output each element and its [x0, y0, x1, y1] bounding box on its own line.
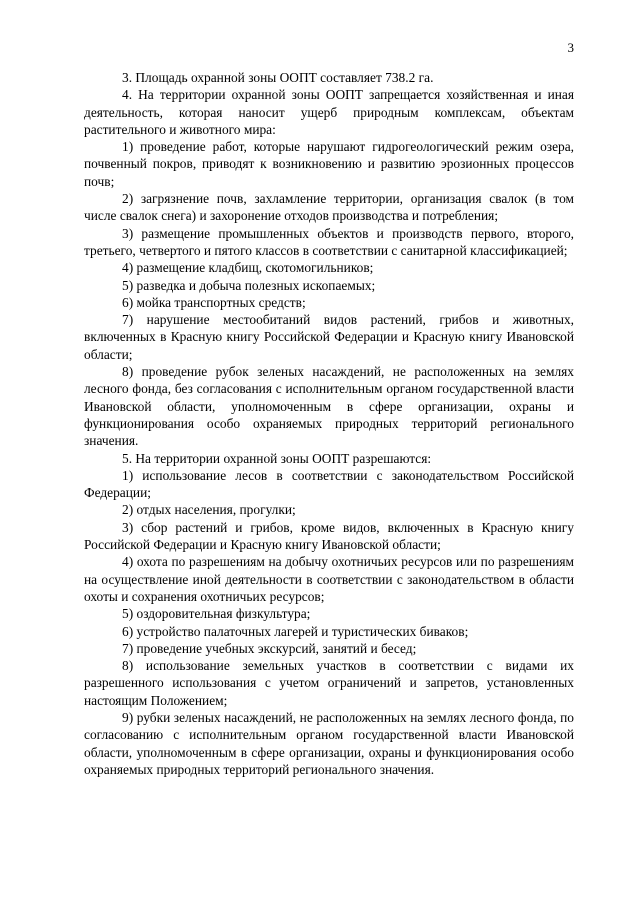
prohibition-item-6: 6) мойка транспортных средств; — [122, 294, 306, 310]
permission-item-2: 2) отдых населения, прогулки; — [122, 502, 296, 518]
permission-item-7: 7) проведение учебных экскурсий, занятий и бесед; — [122, 640, 417, 656]
permission-item-6: 6) устройство палаточных лагерей и туристических биваков; — [122, 623, 469, 639]
permission-item-8: 8) использование земельных участков в соответствии с видами их разрешенного использования с учетом ограничений и запретов, установленных настоящим Положением; — [84, 658, 574, 708]
paragraph-zone-area: 3. Площадь охранной зоны ООПТ составляет 738.2 га. — [122, 70, 434, 85]
prohibition-item-8: 8) проведение рубок зеленых насаждений, не расположенных на землях лесного фонда, без согласования с исполнительным органом государственной власти Ивановской области, уполномоченным в сфере организации, охраны и функционирования особо охраняемых природных территорий регионального значения. — [84, 364, 574, 449]
permission-item-5: 5) оздоровительная физкультура; — [122, 606, 311, 622]
permission-item-1: 1) использование лесов в соответствии с законодательством Российской Федерации; — [84, 467, 574, 501]
prohibition-item-5: 5) разведка и добыча полезных ископаемых; — [122, 277, 376, 293]
paragraph-prohibitions-heading: 4. На территории охранной зоны ООПТ запрещается хозяйственная и иная деятельность, которая наносит ущерб природным комплексам, объектам растительного и животного мира: — [84, 87, 574, 137]
paragraph-permissions-heading: 5. На территории охранной зоны ООПТ разрешаются: — [122, 450, 432, 466]
prohibition-item-7: 7) нарушение местообитаний видов растений, грибов и животных, включенных в Красную книгу Российской Федерации и Красную книгу Ивановской области; — [84, 312, 574, 362]
prohibition-item-4: 4) размещение кладбищ, скотомогильников; — [122, 260, 374, 276]
permission-item-4: 4) охота по разрешениям на добычу охотничьих ресурсов или по разрешениям на осуществление иной деятельности в соответствии с законодательством в области охоты и сохранения охотничьих ресурсов; — [84, 554, 574, 604]
prohibition-item-2: 2) загрязнение почв, захламление территории, организация свалок (в том числе свалок снега) и захоронение отходов производства и потребления; — [84, 191, 574, 224]
prohibition-item-3: 3) размещение промышленных объектов и производств первого, второго, третьего, четвертого и пятого классов в соответствии с санитарной классификацией; — [84, 225, 574, 258]
document-body — [84, 69, 574, 778]
permission-item-3: 3) сбор растений и грибов, кроме видов, включенных в Красную книгу Российской Федерации и Красную книгу Ивановской области; — [84, 519, 574, 553]
page-number: 3 — [567, 40, 574, 55]
permission-item-9: 9) рубки зеленых насаждений, не расположенных на землях лесного фонда, по согласованию с исполнительным органом государственной власти Ивановской области, уполномоченным в сфере организации, охраны и функционирования особо охраняемых природных территорий регионального значения. — [84, 709, 574, 777]
prohibition-item-1: 1) проведение работ, которые нарушают гидрогеологический режим озера, почвенный покров, приводят к возникновению и развитию эрозионных процессов почв; — [84, 139, 574, 189]
